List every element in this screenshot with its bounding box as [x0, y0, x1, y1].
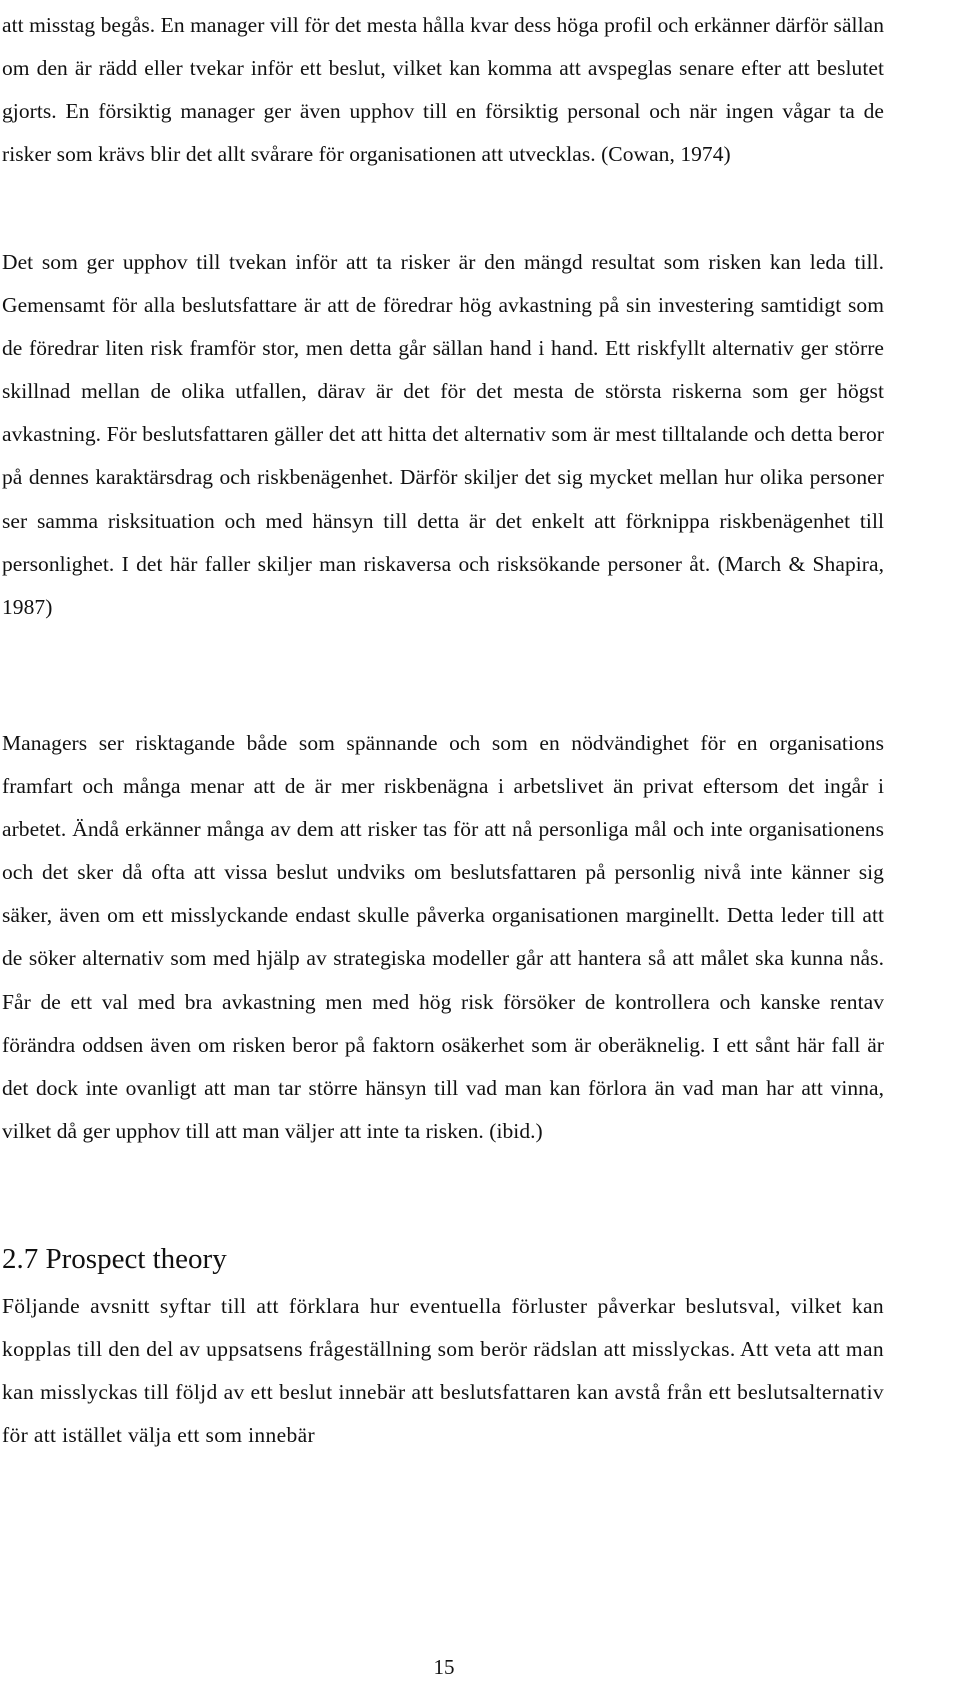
paragraph-risk-hesitation: Det som ger upphov till tvekan inför att ta risker är den mängd resultat som risken kan leda till. Gemensamt för alla beslutsfattare är att de föredrar hög avkastning på sin investering samtidigt som de föredrar liten risk framför stor, men detta går sällan hand i hand. Ett riskfyllt alternativ ger större skillnad mellan de olika utfallen, därav är det för det mesta de största riskerna som ger högst avkastning. För beslutsfattaren gäller det att hitta det alternativ som är mest tilltalande och detta beror på dennes karaktärsdrag och riskbenägenhet. Därför skiljer det sig mycket mellan hur olika personer ser samma risksituation och med hänsyn till detta är det enkelt att förknippa riskbenägenhet till personlighet. I det här faller skiljer man riskaversa och risksökande personer åt. (March & Shapira, 1987)	[2, 250, 884, 619]
paragraph-managers-risk-taking: Managers ser risktagande både som spännande och som en nödvändighet för en organisations framfart och många menar att de är mer riskbenägna i arbetslivet än privat eftersom det ingår i arbetet. Ändå erkänner många av dem att risker tas för att nå personliga mål och inte organisationens och det sker då ofta att vissa beslut undviks om beslutsfattaren på personlig nivå inte känner sig säker, även om ett misslyckande endast skulle påverka organisationen marginellt. Detta leder till att de söker alternativ som med hjälp av strategiska modeller går att hantera så att målet ska kunna nås. Får de ett val med bra avkastning men med hög risk försöker de kontrollera och kanske rentav förändra oddsen även om risken beror på faktorn osäkerhet som är oberäknelig. I ett sånt här fall är det dock inte ovanligt att man tar större hänsyn till vad man kan förlora än vad man har att vinna, vilket då ger upphov till att man väljer att inte ta risken. (ibid.)	[2, 731, 884, 1143]
paragraph-prospect-theory-intro: Följande avsnitt syftar till att förklara hur eventuella förluster påverkar beslutsval, vilket kan kopplas till den del av uppsatsens frågeställning som berör rädslan att misslyckas. Att veta att man kan misslyckas till följd av ett beslut innebär att beslutsfattaren kan avstå från ett beslutsalternativ för att istället välja ett som innebär	[2, 1294, 884, 1448]
paragraph-risk-management: att misstag begås. En manager vill för det mesta hålla kvar dess höga profil och erkänner därför sällan om den är rädd eller tvekar inför ett beslut, vilket kan komma att avspeglas senare efter att beslutet gjorts. En försiktig manager ger även upphov till en försiktig personal och när ingen vågar ta de risker som krävs blir det allt svårare för organisationen att utvecklas. (Cowan, 1974)	[2, 13, 884, 167]
section-heading: 2.7 Prospect theory	[2, 1243, 227, 1275]
page-number: 15	[433, 1655, 455, 1679]
